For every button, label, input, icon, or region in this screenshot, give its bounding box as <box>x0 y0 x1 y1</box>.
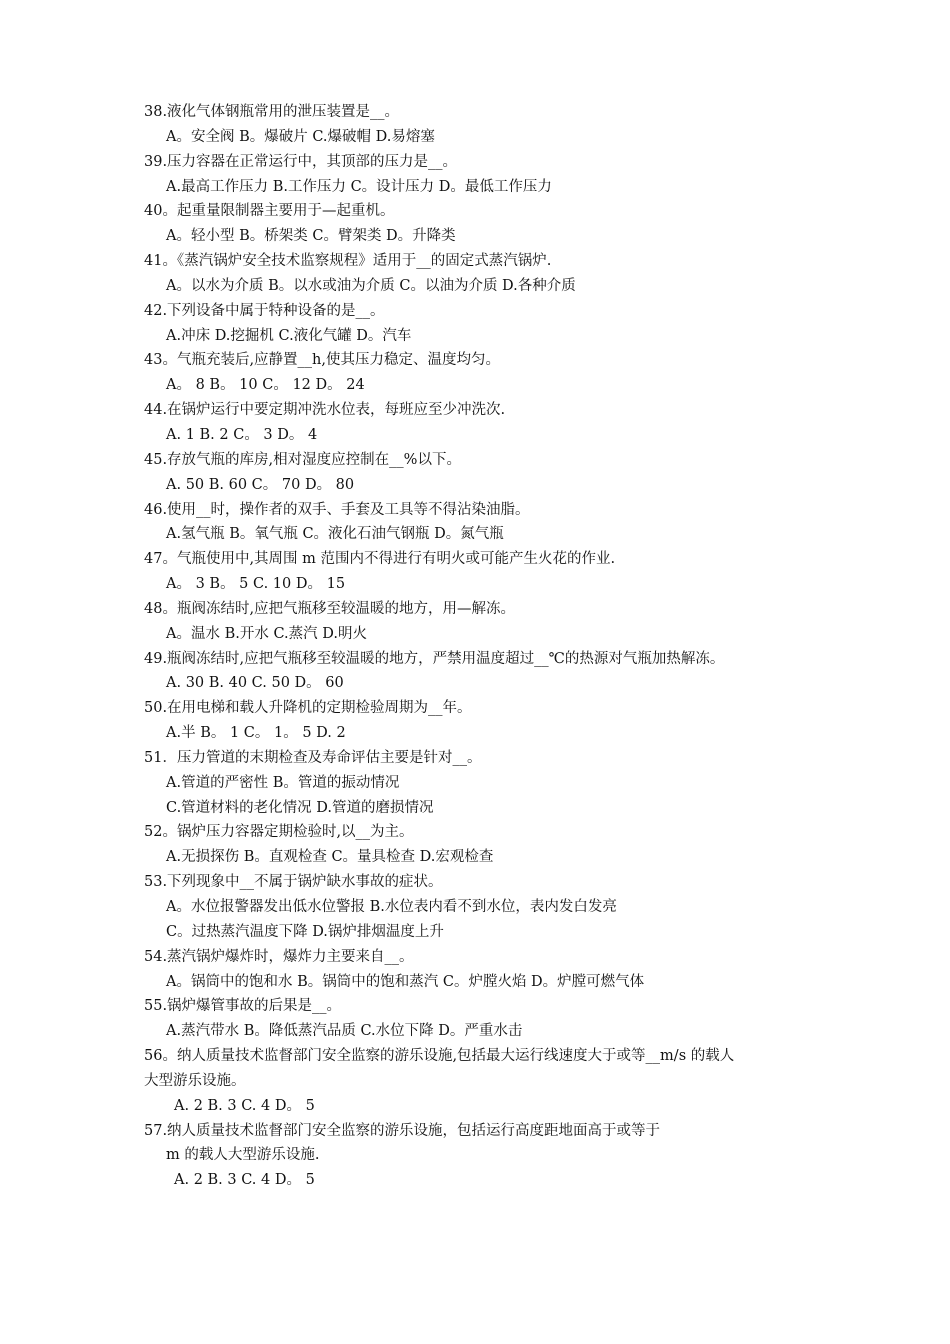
question-text: 48。瓶阀冻结时,应把气瓶移至较温暖的地方，用—解冻。 <box>144 600 516 617</box>
answer-options: A. 30 B. 40 C. 50 D。 60 <box>166 675 344 692</box>
answer-options: A.无损探伤 B。直观检查 C。量具检查 D.宏观检查 <box>166 849 494 866</box>
answer-options: A. 1 B. 2 C。 3 D。 4 <box>166 426 318 443</box>
answer-options: A。轻小型 B。桥架类 C。臂架类 D。升降类 <box>166 228 456 245</box>
question-text: 43。气瓶充装后,应静置__h,使其压力稳定、温度均匀。 <box>144 352 501 369</box>
answer-options: m 的载人大型游乐设施. <box>166 1147 320 1164</box>
answer-options: C.管道材料的老化情况 D.管道的磨损情况 <box>166 799 434 816</box>
question-text: 39.压力容器在正常运行中，其顶部的压力是__。 <box>144 153 458 170</box>
answer-options: A。锅筒中的饱和水 B。锅筒中的饱和蒸汽 C。炉膛火焰 D。炉膛可燃气体 <box>166 973 645 990</box>
question-text: 55.锅炉爆管事故的后果是__。 <box>144 998 342 1015</box>
question-text: 47。气瓶使用中,其周围 m 范围内不得进行有明火或可能产生火花的作业. <box>144 551 616 568</box>
answer-options: A。 3 B。 5 C. 10 D。 15 <box>166 576 346 593</box>
answer-options: A. 2 B. 3 C. 4 D。 5 <box>174 1097 315 1114</box>
answer-options: A.半 B。 1 C。 1。 5 D. 2 <box>166 725 346 742</box>
question-text: 40。起重量限制器主要用于—起重机。 <box>144 203 395 220</box>
answer-options: A。水位报警器发出低水位警报 B.水位表内看不到水位，表内发白发亮 <box>166 899 617 915</box>
answer-options: A。 8 B。 10 C。 12 D。 24 <box>166 377 365 394</box>
answer-options: A.冲床 D.挖掘机 C.液化气罐 D。汽车 <box>166 327 412 344</box>
answer-options: A。安全阀 B。爆破片 C.爆破帽 D.易熔塞 <box>166 128 435 145</box>
answer-options: C。过热蒸汽温度下降 D.锅炉排烟温度上升 <box>166 923 444 940</box>
answer-options: A.管道的严密性 B。管道的振动情况 <box>166 774 400 791</box>
question-text: 56。纳人质量技术监督部门安全监察的游乐设施,包括最大运行线速度大于或等__m/s 的载人 <box>144 1048 735 1065</box>
answer-options: A.氢气瓶 B。氧气瓶 C。液化石油气钢瓶 D。氮气瓶 <box>166 526 504 543</box>
question-text: 45.存放气瓶的库房,相对湿度应控制在__%以下。 <box>144 451 461 468</box>
question-text: 49.瓶阀冻结时,应把气瓶移至较温暖的地方，严禁用温度超过__℃的热源对气瓶加热解冻。 <box>144 650 725 667</box>
answer-options: A.蒸汽带水 B。降低蒸汽品质 C.水位下降 D。严重水击 <box>166 1023 523 1040</box>
question-text: 57.纳人质量技术监督部门安全监察的游乐设施，包括运行高度距地面高于或等于 <box>144 1122 661 1139</box>
answer-options: A.最高工作压力 B.工作压力 C。设计压力 D。最低工作压力 <box>166 178 552 195</box>
question-text: 44.在锅炉运行中要定期冲洗水位表，每班应至少冲洗次. <box>144 402 506 419</box>
question-text: 41。《蒸汽锅炉安全技术监察规程》适用于__的固定式蒸汽锅炉. <box>144 253 552 270</box>
question-list <box>144 100 824 1193</box>
question-text: 53.下列现象中__不属于锅炉缺水事故的症状。 <box>144 874 443 891</box>
answer-options: A. 50 B. 60 C。 70 D。 80 <box>166 476 355 493</box>
question-text: 38.液化气体钢瓶常用的泄压装置是__。 <box>144 104 400 120</box>
question-text: 54.蒸汽锅炉爆炸时，爆炸力主要来自__。 <box>144 948 414 965</box>
question-text: 42.下列设备中属于特种设备的是__。 <box>144 302 385 319</box>
question-text: 46.使用__时，操作者的双手、手套及工具等不得沾染油脂。 <box>144 501 530 518</box>
answer-options: A。温水 B.开水 C.蒸汽 D.明火 <box>166 625 367 642</box>
question-text: 大型游乐设施。 <box>144 1072 246 1089</box>
question-text: 51．压力管道的末期检查及寿命评估主要是针对__。 <box>144 749 482 766</box>
question-text: 50.在用电梯和载人升降机的定期检验周期为__年。 <box>144 700 472 717</box>
answer-options: A. 2 B. 3 C. 4 D。 5 <box>174 1172 315 1189</box>
answer-options: A。以水为介质 B。以水或油为介质 C。以油为介质 D.各种介质 <box>166 277 576 294</box>
question-text: 52。锅炉压力容器定期检验时,以__为主。 <box>144 824 414 841</box>
